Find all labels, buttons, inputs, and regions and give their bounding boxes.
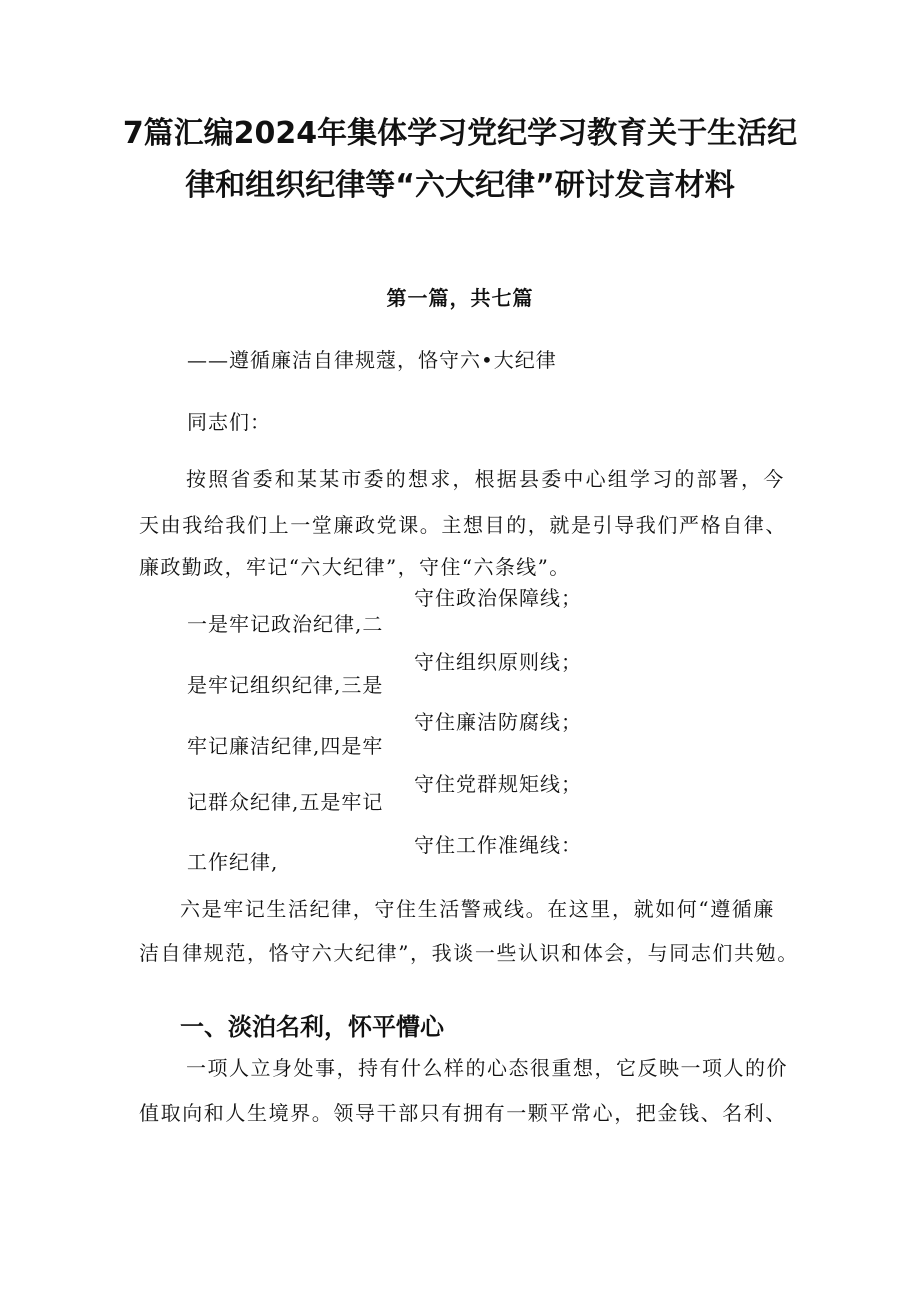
document-title-line-1: 7篇汇编2024年集体学习党纪学习教育关于生活纪 (122, 116, 798, 151)
discipline-right-line-4: 守住党群规矩线； (414, 772, 582, 796)
section-heading: 一、淡泊名利，怀平懵心 (180, 1013, 444, 1041)
paragraph-3-line-2: 值取向和人生境界。领导干部只有拥有一颗平常心，把金钱、名利、 (139, 1101, 787, 1125)
discipline-right-line-2: 守住组织原则线； (414, 650, 582, 674)
discipline-left-line-5: 工作纪律, (187, 850, 279, 874)
subtitle: ——遵循廉洁自律规蔻，恪守六•大纪律 (187, 348, 557, 372)
paragraph-2-line-2: 洁自律规范，恪守六大纪律”，我谈一些认识和体会，与同志们共勉。 (139, 941, 799, 965)
paragraph-1-line-2: 天由我给我们上一堂廉政党课。主想目的，就是引导我们严格自律、 (139, 513, 787, 537)
document-title-line-2: 律和组织纪律等“六大纪律”研讨发言材料 (185, 168, 735, 203)
discipline-left-line-3: 牢记廉洁纪律,四是牢 (187, 734, 384, 758)
discipline-right-line-5: 守住工作准绳线： (414, 833, 582, 857)
discipline-left-line-1: 一是牢记政治纪律,二 (187, 612, 384, 636)
part-title: 第一篇，共七篇 (386, 286, 534, 310)
discipline-right-line-3: 守住廉洁防腐线； (414, 710, 582, 734)
paragraph-3-line-1: 一项人立身处事，持有什么样的心态很重想，它反映一项人的价 (186, 1056, 788, 1080)
discipline-right-line-1: 守住政治保障线； (414, 586, 582, 610)
discipline-left-line-2: 是牢记组织纪律,三是 (187, 673, 384, 697)
paragraph-2-line-1: 六是牢记生活纪律，守住生活警戒线。在这里，就如何“遵循廉 (180, 897, 776, 921)
greeting: 同志们： (187, 410, 271, 434)
paragraph-1-line-1: 按照省委和某某市委的想求，根据县委中心组学习的部署，今 (186, 467, 786, 491)
paragraph-1-line-3: 廉政勤政，牢记“六大纪律”，守住“六条线”。 (139, 555, 571, 579)
discipline-left-line-4: 记群众纪律,五是牢记 (187, 790, 384, 814)
